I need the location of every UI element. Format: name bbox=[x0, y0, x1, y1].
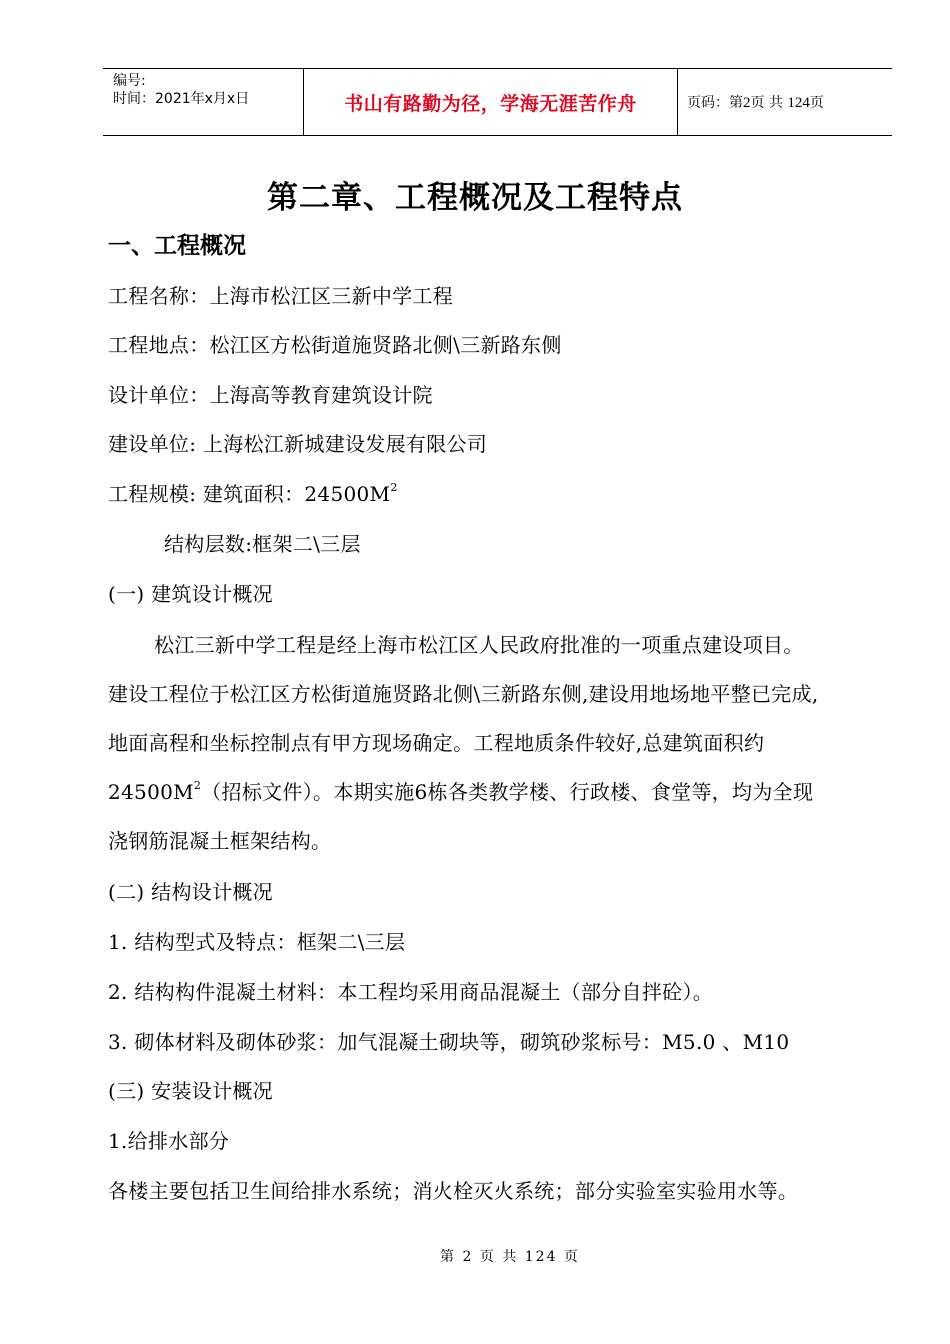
header-meta-cell bbox=[103, 69, 303, 135]
para-line: 建设工程位于松江区方松街道施贤路北侧\三新路东侧,建设用地场地平整已完成, bbox=[108, 682, 819, 706]
para-area: 24500M bbox=[108, 780, 194, 804]
installation-item: 1.给排水部分 bbox=[108, 1129, 230, 1153]
page-current: 2 bbox=[743, 95, 751, 111]
header-motto: 书山有路勤为径，学海无涯苦作舟 bbox=[344, 92, 637, 115]
page-total: 124 bbox=[787, 95, 810, 111]
field-project-location: 工程地点：松江区方松街道施贤路北侧\三新路东侧 bbox=[108, 333, 562, 357]
time-label: 时间：2021年x月x日 bbox=[113, 91, 250, 107]
page-mid: 页 共 bbox=[750, 95, 783, 111]
page-header bbox=[103, 68, 892, 136]
para-line: 松江三新中学工程是经上海市松江区人民政府批准的一项重点建设项目。 bbox=[154, 633, 804, 657]
architecture-paragraph bbox=[108, 621, 898, 866]
field-structure-floors: 结构层数:框架二\三层 bbox=[164, 532, 361, 556]
page-suffix: 页 bbox=[809, 95, 824, 111]
page-footer: 第 2 页 共 124 页 bbox=[440, 1249, 580, 1265]
structure-item: 1. 结构型式及特点：框架二\三层 bbox=[108, 930, 406, 954]
installation-text: 各楼主要包括卫生间给排水系统；消火栓灭火系统；部分实验室实验用水等。 bbox=[108, 1179, 799, 1203]
scale-sup: 2 bbox=[390, 481, 398, 495]
number-label: 编号: bbox=[113, 73, 146, 89]
header-motto-cell bbox=[303, 69, 678, 135]
subsection-installation-title: (三) 安装设计概况 bbox=[108, 1079, 273, 1103]
page-prefix: 页码：第 bbox=[687, 95, 743, 111]
header-page-cell bbox=[677, 69, 892, 135]
chapter-title: 第二章、工程概况及工程特点 bbox=[267, 180, 683, 216]
subsection-architecture-title: (一) 建筑设计概况 bbox=[108, 582, 273, 606]
field-project-scale bbox=[108, 478, 398, 507]
section-title: 一、工程概况 bbox=[108, 233, 246, 259]
para-area-rest: （招标文件）。本期实施6栋各类教学楼、行政楼、食堂等，均为全现 bbox=[201, 780, 814, 804]
scale-text: 工程规模: 建筑面积：24500M bbox=[108, 482, 391, 506]
para-line bbox=[108, 768, 898, 817]
header-page-info bbox=[687, 92, 824, 112]
para-area-sup: 2 bbox=[193, 779, 202, 793]
field-project-name: 工程名称：上海市松江区三新中学工程 bbox=[108, 284, 454, 308]
para-line: 浇钢筋混凝土框架结构。 bbox=[108, 829, 332, 853]
field-design-unit: 设计单位：上海高等教育建筑设计院 bbox=[108, 383, 433, 407]
subsection-structure-title: (二) 结构设计概况 bbox=[108, 880, 273, 904]
para-line: 地面高程和坐标控制点有甲方现场确定。工程地质条件较好,总建筑面积约 bbox=[108, 731, 765, 755]
structure-item: 3. 砌体材料及砌体砂浆：加气混凝土砌块等，砌筑砂浆标号：M5.0 、M10 bbox=[108, 1030, 790, 1054]
structure-item: 2. 结构构件混凝土材料：本工程均采用商品混凝土（部分自拌砼）。 bbox=[108, 980, 714, 1004]
field-construction-unit: 建设单位: 上海松江新城建设发展有限公司 bbox=[108, 432, 488, 456]
